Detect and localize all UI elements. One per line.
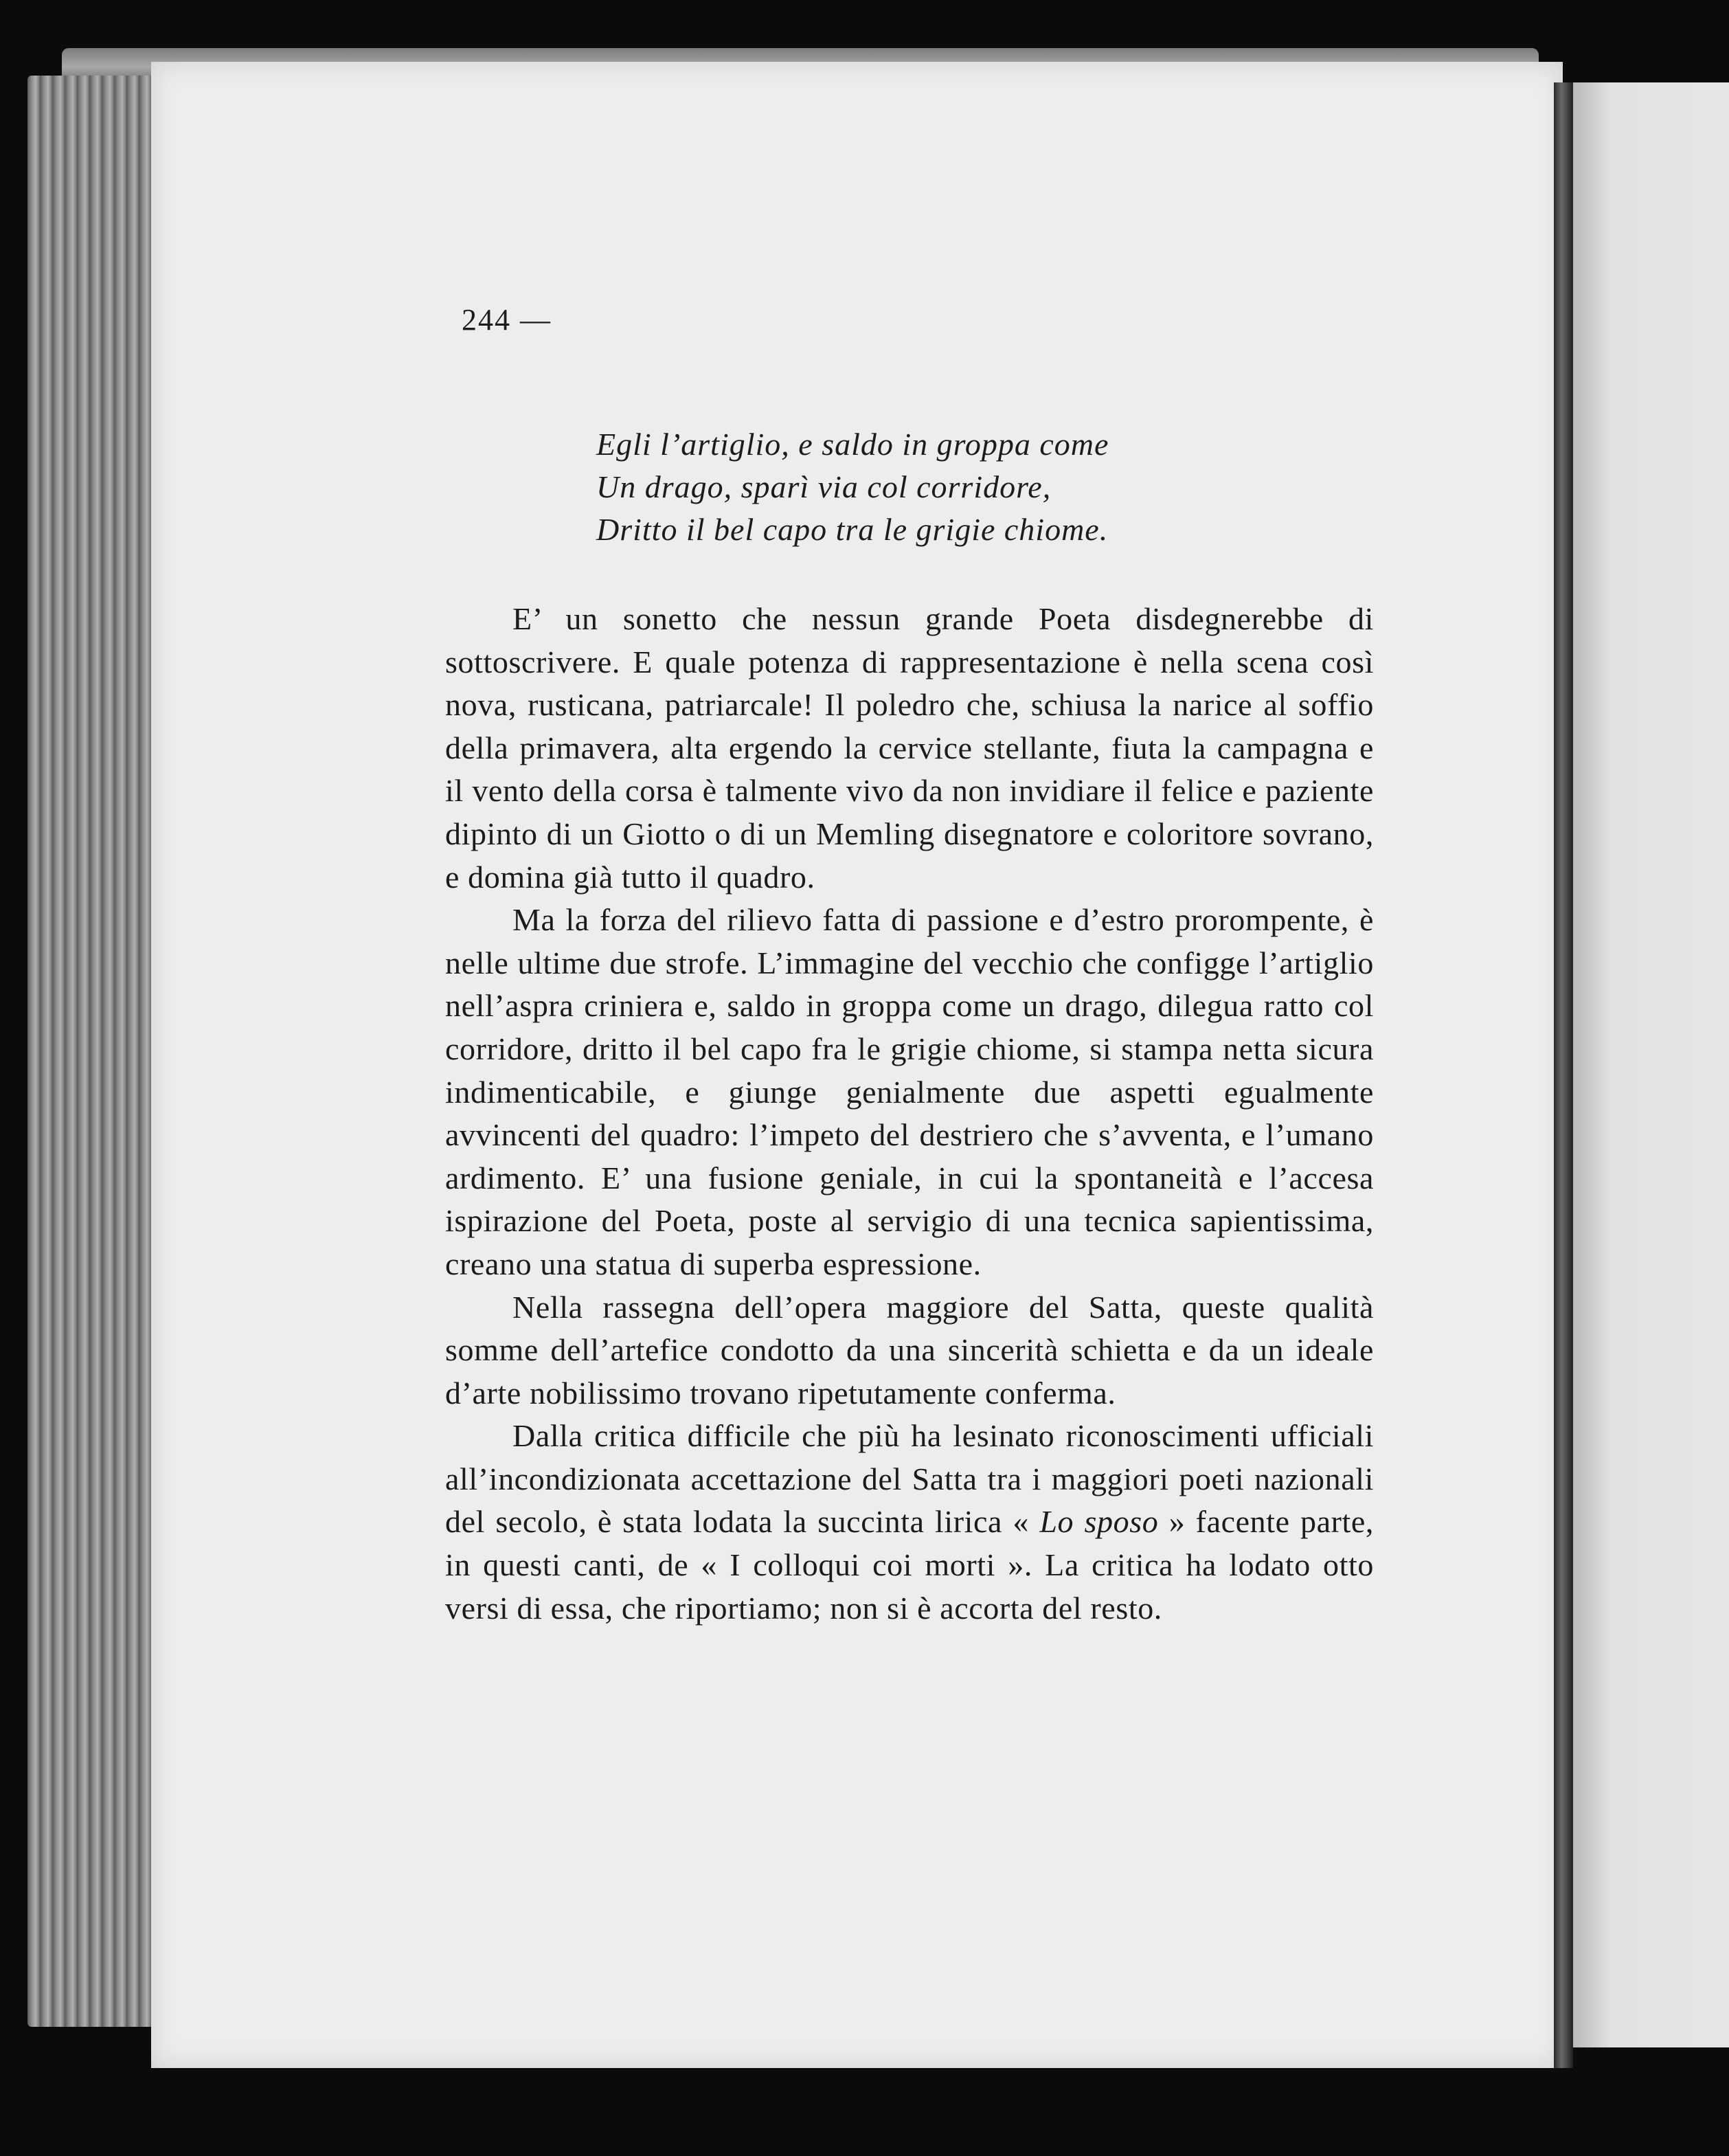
book-gutter [1554, 82, 1573, 2068]
paragraph: E’ un sonetto che nessun grande Poeta disdegnerebbe di sottoscrivere. E quale potenza di rappresentazione è nella scena così nova, rusticana, patriarcale! Il poledro che, schiusa la narice al soffio della primavera, alta ergendo la cervice stellante, fiuta la campagna e il vento della corsa è talmente vivo da non invidiare il felice e paziente dipinto di un Giotto o di un Memling disegnatore e coloritore sovrano, e domina già tutto il quadro. [445, 601, 1374, 895]
facing-page-edge [1573, 82, 1729, 2047]
verse-quote [596, 423, 1109, 551]
body-text [445, 598, 1374, 1630]
page-stack-edge [27, 76, 172, 2027]
paragraph-text: Dalla critica difficile che più ha lesinato riconoscimenti ufficiali all’incondizionata accettazione del Satta tra i maggiori poeti nazionali del secolo, è stata lodata la succinta lirica « [445, 1418, 1374, 1540]
verse-line: Egli l’artiglio, e saldo in groppa come [596, 427, 1109, 462]
poem-title: Lo sposo [1039, 1504, 1159, 1540]
paragraph: Nella rassegna dell’opera maggiore del Satta, queste qualità somme dell’artefice condotto da una sincerità schietta e da un ideale d’arte nobilissimo trovano ripetutamente conferma. [445, 1289, 1374, 1411]
verse-line: Un drago, sparì via col corridore, [596, 469, 1052, 504]
paragraph-text: » facente parte, in questi canti, de « I colloqui coi morti ». La critica ha lodato otto versi di essa, che riportiamo; non si è accorta del resto. [445, 1504, 1375, 1626]
paragraph [445, 1415, 1374, 1630]
paragraph: Ma la forza del rilievo fatta di passione e d’estro prorompente, è nelle ultime due strofe. L’immagine del vecchio che configge l’artiglio nell’aspra criniera e, saldo in groppa come un drago, dilegua ratto col corridore, dritto il bel capo fra le grigie chiome, si stampa netta sicura indimenticabile, e giunge genialmente due aspetti egualmente avvincenti del quadro: l’impeto del destriero che s’avventa, e l’umano ardimento. E’ una fusione geniale, in cui la spontaneità e l’accesa ispirazione del Poeta, poste al servigio di una tecnica sapientissima, creano una statua di superba espressione. [445, 902, 1374, 1281]
verse-line: Dritto il bel capo tra le grigie chiome. [596, 512, 1109, 547]
page-number: 244 — [462, 303, 552, 337]
